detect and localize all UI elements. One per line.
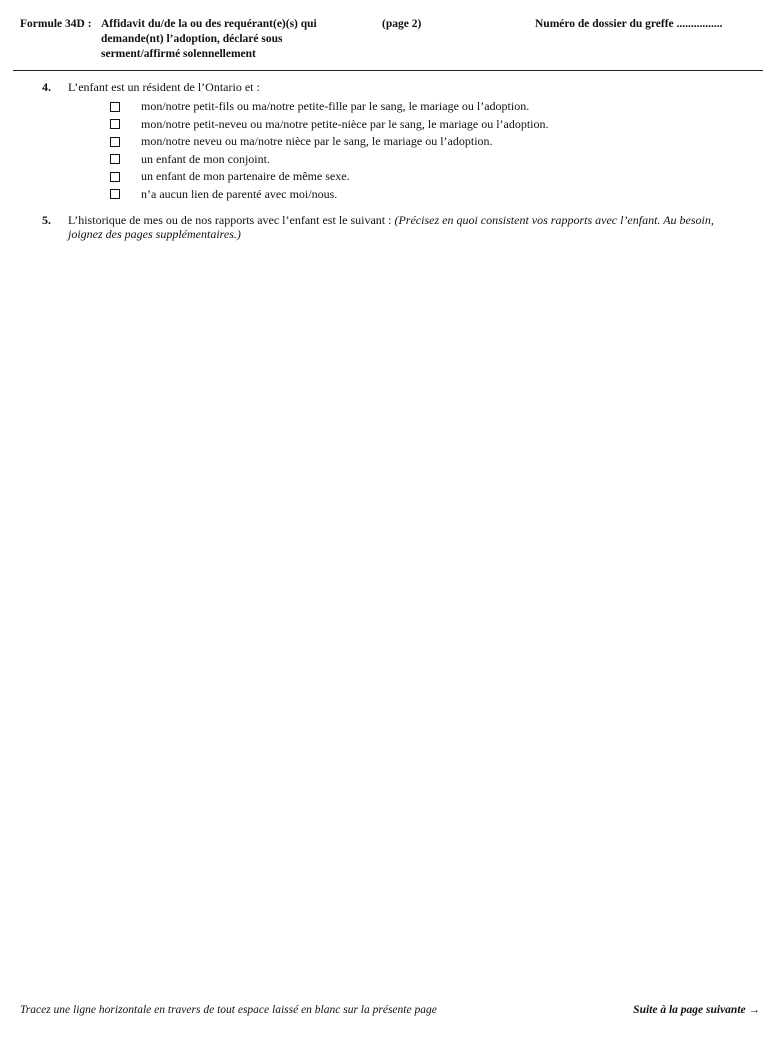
option-unrelated (110, 186, 549, 204)
option-label: n’a aucun lien de parenté avec moi/nous. (141, 186, 338, 201)
option-label: un enfant de mon partenaire de même sexe. (141, 169, 350, 184)
form-title-line: demande(nt) l’adoption, déclaré sous (101, 33, 283, 45)
checkbox[interactable] (110, 119, 120, 129)
form-title-line: Affidavit du/de la ou des requérant(e)(s) qui (101, 18, 317, 30)
form-title (101, 17, 361, 62)
form-label: Formule 34D : (20, 18, 92, 30)
option-grand-nephew-niece (110, 116, 549, 134)
section-question: L’enfant est un résident de l’Ontario et : (68, 80, 260, 94)
relationship-options (110, 98, 549, 203)
option-label: mon/notre petit-neveu ou ma/notre petite-nièce par le sang, le mariage ou l’adoption. (141, 116, 549, 131)
checkbox[interactable] (110, 137, 120, 147)
form-title-line: serment/affirmé solennellement (101, 48, 256, 60)
section-question (68, 213, 748, 241)
option-spouse-child (110, 151, 549, 169)
section-number: 5. (42, 213, 51, 227)
option-partner-child (110, 168, 549, 186)
option-label: mon/notre petit-fils ou ma/notre petite-fille par le sang, le mariage ou l’adoption. (141, 99, 530, 114)
page-number: (page 2) (382, 18, 422, 30)
form-header (20, 17, 760, 65)
checkbox[interactable] (110, 189, 120, 199)
checkbox[interactable] (110, 154, 120, 164)
option-label: un enfant de mon conjoint. (141, 151, 270, 166)
section-question-text: L’historique de mes ou de nos rapports avec l’enfant est le suivant : (68, 213, 392, 227)
option-label: mon/notre neveu ou ma/notre nièce par le sang, le mariage ou l’adoption. (141, 134, 493, 149)
continued-next-page: Suite à la page suivante → (633, 1004, 760, 1016)
section-number: 4. (42, 80, 51, 94)
section-4 (20, 80, 750, 205)
section-instruction: (Précisez en quoi consistent vos rapports avec l’enfant. Au besoin, joignez des pages supplémentaires.) (68, 213, 714, 241)
header-divider (13, 70, 763, 71)
section-5 (20, 213, 750, 245)
court-file-number-field[interactable]: Numéro de dossier du greffe ................ (535, 18, 723, 30)
footer-instruction: Tracez une ligne horizontale en travers de tout espace laissé en blanc sur la présente page (20, 1004, 437, 1016)
checkbox[interactable] (110, 172, 120, 182)
option-nephew-niece (110, 133, 549, 151)
option-grandchild (110, 98, 549, 116)
checkbox[interactable] (110, 102, 120, 112)
